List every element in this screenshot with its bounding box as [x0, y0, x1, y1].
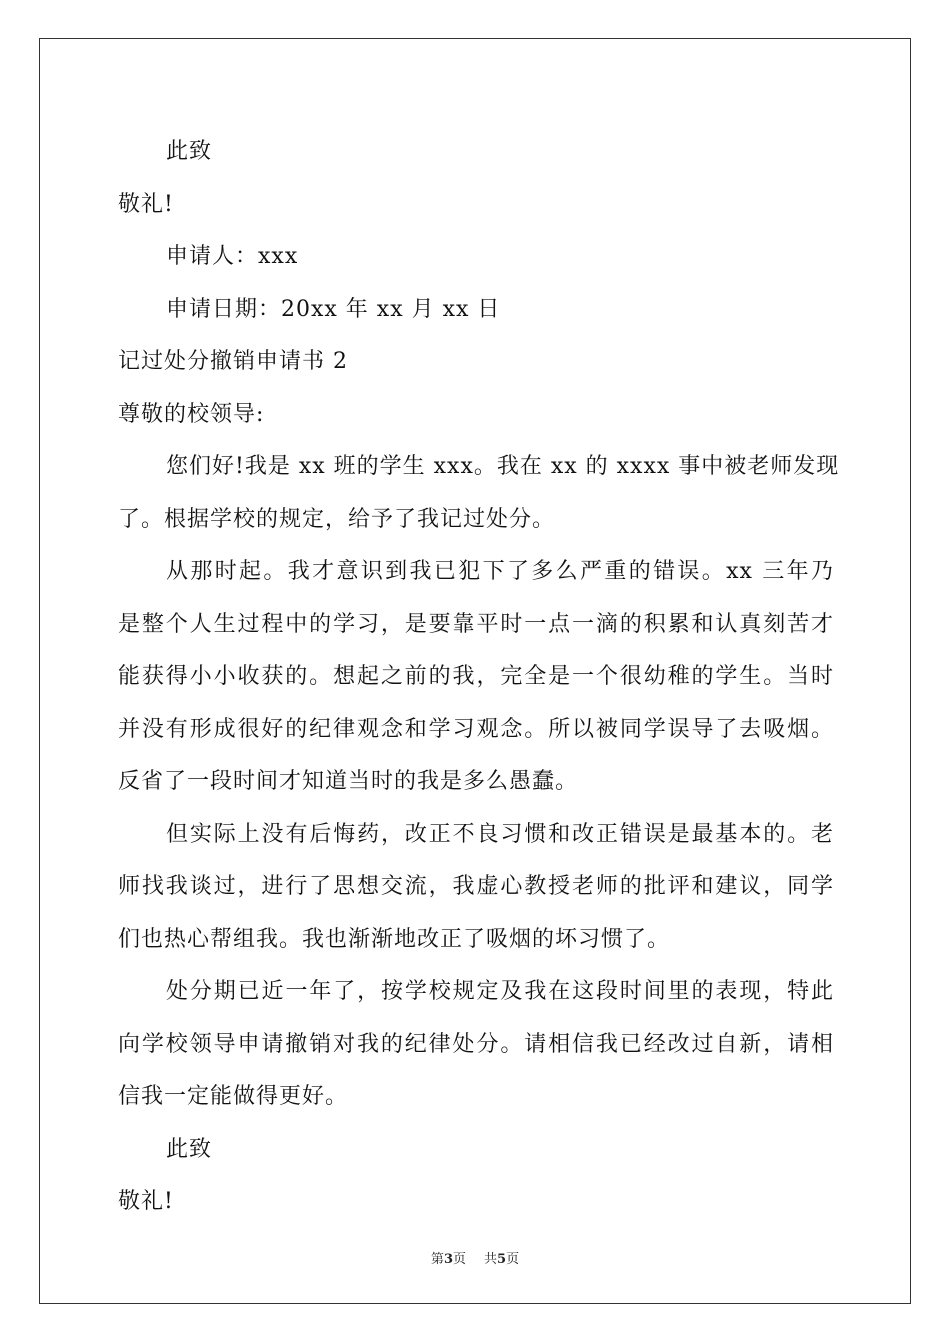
text-line: 此致 [166, 1136, 213, 1162]
text-line: 并没有形成很好的纪律观念和学习观念。所以被同学误导了去吸烟。 [118, 716, 834, 742]
footer-prefix: 第 [430, 1252, 444, 1267]
text-line: 敬礼! [118, 191, 174, 217]
document-body [118, 126, 840, 1229]
footer-page-suffix: 页 [452, 1252, 466, 1267]
text-line: 从那时起。我才意识到我已犯下了多么严重的错误。xx 三年乃 [166, 559, 834, 584]
footer-total-suffix: 页 [506, 1252, 520, 1267]
text-line: 申请人：xxx [166, 244, 299, 269]
text-line: 敬礼! [118, 1189, 174, 1214]
text-line: 师找我谈过，进行了思想交流，我虚心教授老师的批评和建议，同学 [118, 874, 834, 899]
text-line: 但实际上没有后悔药，改正不良习惯和改正错误是最基本的。老 [166, 821, 834, 847]
text-line: 能获得小小收获的。想起之前的我，完全是一个很幼稚的学生。当时 [118, 664, 834, 689]
footer-current-page: 3 [443, 1252, 453, 1267]
text-line: 记过处分撤销申请书 2 [118, 349, 348, 374]
text-line: 此致 [166, 139, 213, 164]
text-line: 处分期已近一年了，按学校规定及我在这段时间里的表现，特此 [166, 979, 834, 1004]
page-footer [0, 1248, 950, 1267]
text-line: 信我一定能做得更好。 [118, 1084, 349, 1109]
footer-total-pages: 5 [497, 1252, 507, 1267]
text-line: 向学校领导申请撤销对我的纪律处分。请相信我已经改过自新，请相 [118, 1031, 834, 1057]
text-line: 们也热心帮组我。我也渐渐地改正了吸烟的坏习惯了。 [118, 926, 671, 952]
text-line: 了。根据学校的规定，给予了我记过处分。 [118, 506, 556, 532]
text-line: 尊敬的校领导: [118, 401, 265, 427]
text-line: 是整个人生过程中的学习，是要靠平时一点一滴的积累和认真刻苦才 [118, 611, 834, 637]
footer-total-prefix: 共 [484, 1252, 498, 1267]
text-line: 反省了一段时间才知道当时的我是多么愚蠢。 [118, 769, 579, 794]
text-line: 申请日期：20xx 年 xx 月 xx 日 [166, 296, 501, 322]
text-line: 您们好!我是 xx 班的学生 xxx。我在 xx 的 xxxx 事中被老师发现 [166, 454, 840, 479]
